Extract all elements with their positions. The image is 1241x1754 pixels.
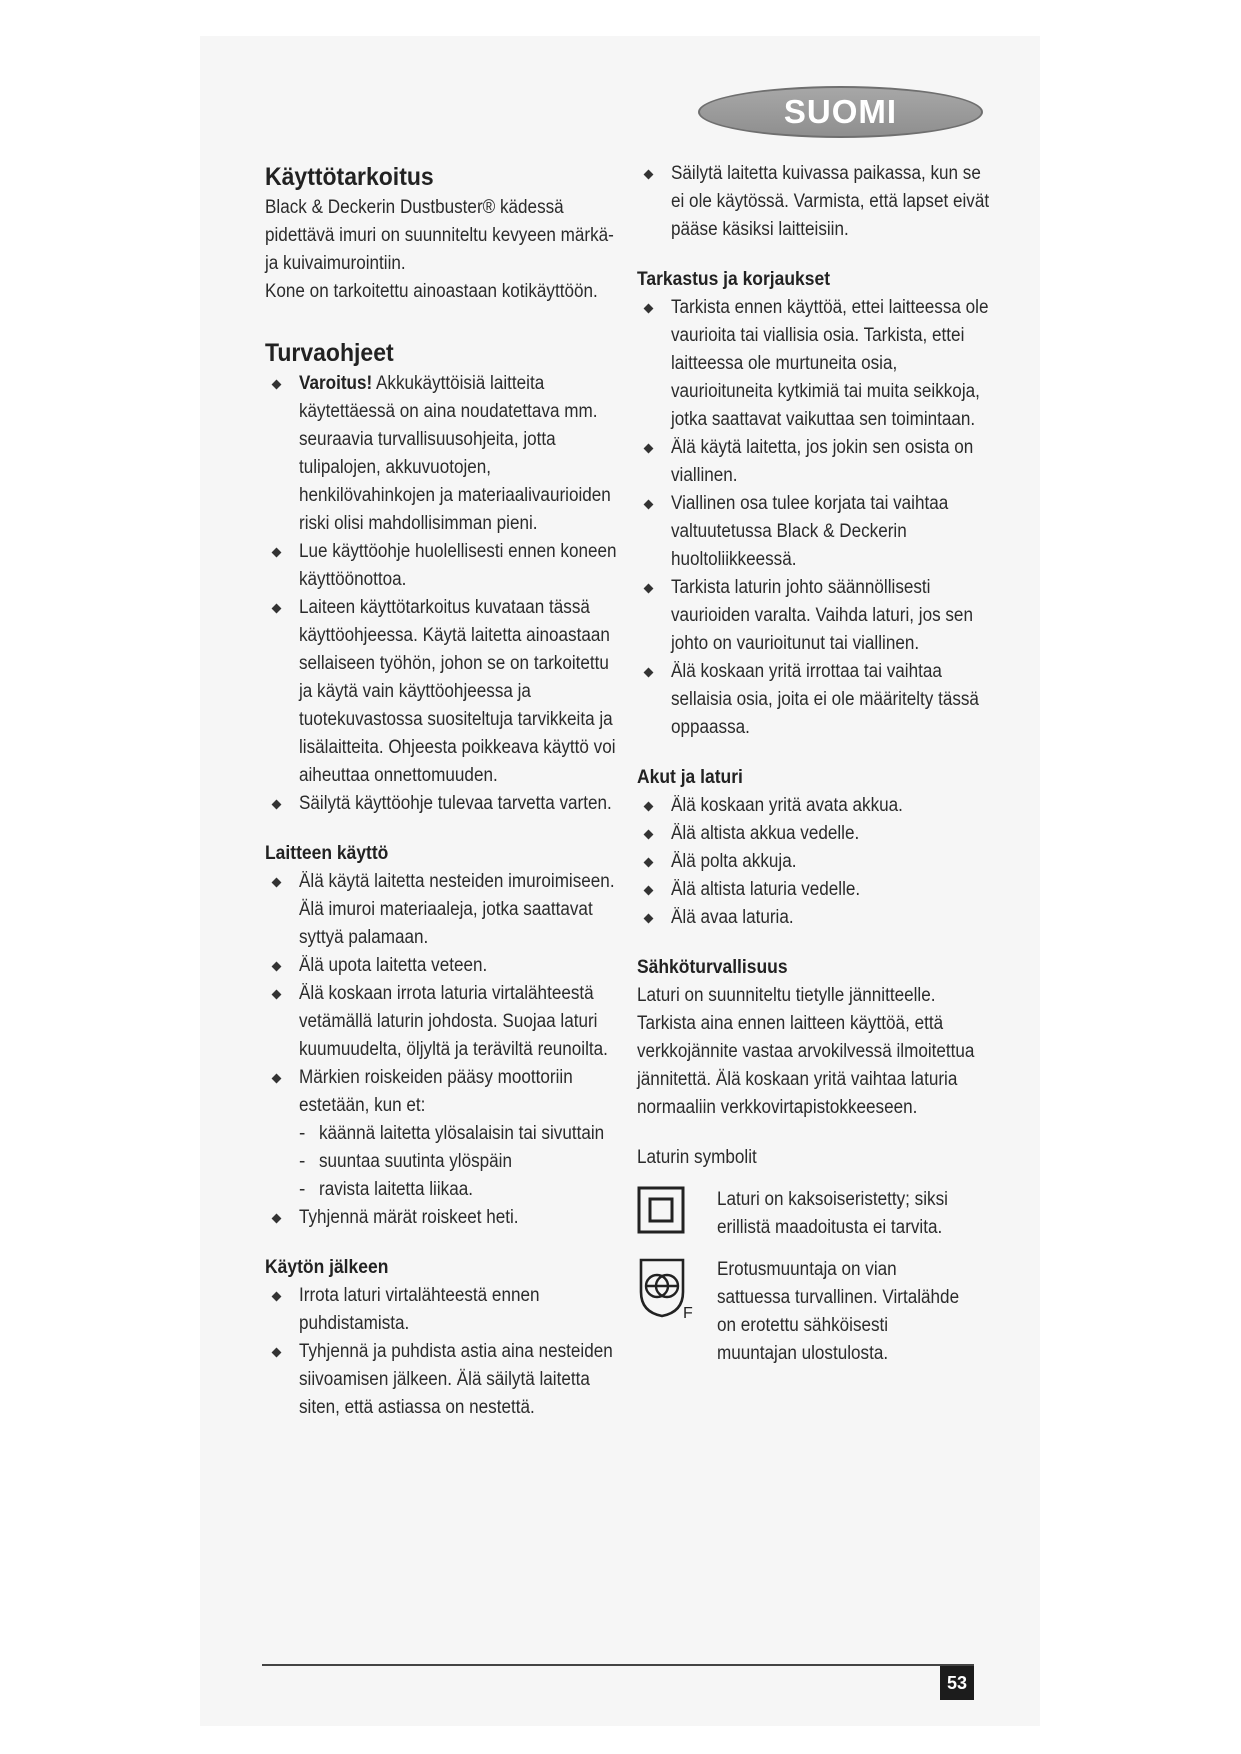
list-item-text: Märkien roiskeiden pääsy moottoriin estetään, kun et: bbox=[299, 1067, 573, 1116]
bullet-icon bbox=[272, 990, 282, 1000]
device-use-list bbox=[265, 868, 625, 1120]
list-item-text: Viallinen osa tulee korjata tai vaihtaa valtuutetussa Black & Deckerin huoltoliikkeessä. bbox=[671, 493, 949, 570]
batteries-section bbox=[637, 764, 997, 932]
list-item-text: Lue käyttöohje huolellisesti ennen koneen käyttöönottoa. bbox=[299, 541, 617, 590]
double-insulated-icon bbox=[637, 1186, 699, 1239]
list-item bbox=[637, 160, 997, 244]
bullet-icon bbox=[644, 914, 654, 924]
inspection-list bbox=[637, 294, 997, 742]
list-item bbox=[265, 538, 625, 594]
list-item bbox=[265, 790, 625, 818]
list-item-text: Älä käytä laitetta nesteiden imuroimiseen. Älä imuroi materiaaleja, jotka saattavat syttyä palamaan. bbox=[299, 871, 615, 948]
transformer-letter: F bbox=[683, 1305, 693, 1322]
after-use-section bbox=[265, 1254, 625, 1422]
list-item bbox=[637, 904, 997, 932]
storage-list bbox=[637, 160, 997, 244]
list-item bbox=[265, 1064, 625, 1120]
left-column bbox=[265, 160, 625, 1422]
list-item-text: Älä koskaan yritä avata akkua. bbox=[671, 795, 903, 816]
list-item-text: Älä polta akkuja. bbox=[671, 851, 797, 872]
list-item bbox=[265, 370, 625, 538]
sub-list-item bbox=[299, 1176, 625, 1204]
safety-heading: Turvaohjeet bbox=[265, 339, 394, 367]
list-item-text: Älä altista akkua vedelle. bbox=[671, 823, 860, 844]
list-item bbox=[637, 658, 997, 742]
electrical-paragraph: Laturi on suunniteltu tietylle jännitteelle. Tarkista aina ennen laitteen käyttöä, että verkkojännite vastaa arvokilvessä ilmoitettua jännitettä. Älä koskaan yritä vaihtaa laturia normaaliin verkkovirtapistokkeeseen. bbox=[637, 985, 975, 1118]
footer-divider bbox=[262, 1664, 974, 1666]
list-item-text: Tarkista laturin johto säännöllisesti vaurioiden varalta. Vaihda laturi, jos sen johto on vaurioitunut tai viallinen. bbox=[671, 577, 973, 654]
list-item bbox=[265, 952, 625, 980]
sub-list-item bbox=[299, 1120, 625, 1148]
electrical-section bbox=[637, 954, 997, 1122]
bullet-icon bbox=[644, 500, 654, 510]
language-badge: SUOMI bbox=[698, 86, 983, 138]
bullet-icon bbox=[272, 604, 282, 614]
list-item-text: Tarkista ennen käyttöä, ettei laitteessa ole vaurioita tai viallisia osia. Tarkista, ettei laitteessa ole murtuneita osia, vaurioituneita kytkimiä tai muita seikkoja, jotka saattavat vaikuttaa sen toimintaan. bbox=[671, 297, 989, 430]
bullet-icon bbox=[272, 800, 282, 810]
inspection-section bbox=[637, 266, 997, 742]
list-item-text: Tyhjennä ja puhdista astia aina nesteiden siivoamisen jälkeen. Älä säilytä laitetta siten, että astiassa on nestettä. bbox=[299, 1341, 613, 1418]
list-item-text: Älä koskaan irrota laturia virtalähteestä vetämällä laturin johdosta. Suojaa laturi kuumuudelta, öljyltä ja teräviltä reunoilta. bbox=[299, 983, 608, 1060]
after-use-list bbox=[265, 1282, 625, 1422]
bullet-icon bbox=[272, 1292, 282, 1302]
bullet-icon bbox=[644, 668, 654, 678]
list-item-text: Säilytä laitetta kuivassa paikassa, kun se ei ole käytössä. Varmista, että lapset eivät pääse käsiksi laitteisiin. bbox=[671, 163, 990, 240]
safety-isolating-transformer-icon bbox=[637, 1256, 699, 1327]
list-item bbox=[265, 1338, 625, 1422]
sub-list-item-text: - käännä laitetta ylösalaisin tai sivuttain bbox=[319, 1123, 605, 1144]
sub-list-item-text: - ravista laitetta liikaa. bbox=[319, 1179, 473, 1200]
page-number: 53 bbox=[940, 1666, 974, 1700]
device-use-heading: Laitteen käyttö bbox=[265, 843, 389, 864]
sub-list-item-text: - suuntaa suutinta ylöspäin bbox=[319, 1151, 512, 1172]
device-use-sublist bbox=[265, 1120, 625, 1204]
electrical-heading: Sähköturvallisuus bbox=[637, 957, 788, 978]
bullet-icon bbox=[644, 304, 654, 314]
batteries-heading: Akut ja laturi bbox=[637, 767, 743, 788]
bullet-icon bbox=[272, 548, 282, 558]
list-item-text: Laiteen käyttötarkoitus kuvataan tässä käyttöohjeessa. Käytä laitetta ainoastaan sellaiseen työhön, johon se on tarkoitettu ja käytä vain käyttöohjeessa ja tuotekuvastossa suositeltuja tarvikkeita ja lisälaitteita. Ohjeesta poikkeava käyttö voi aiheuttaa onnettomuuden. bbox=[299, 597, 616, 786]
symbols-section bbox=[637, 1144, 997, 1368]
bullet-icon bbox=[272, 962, 282, 972]
right-column bbox=[637, 160, 997, 1368]
symbols-heading: Laturin symbolit bbox=[637, 1147, 757, 1168]
bullet-icon bbox=[644, 444, 654, 454]
list-item bbox=[637, 876, 997, 904]
list-item-text: Älä upota laitetta veteen. bbox=[299, 955, 488, 976]
safety-section bbox=[265, 336, 625, 818]
list-item bbox=[637, 820, 997, 848]
bullet-icon bbox=[644, 858, 654, 868]
device-use-section bbox=[265, 840, 625, 1232]
list-item bbox=[637, 490, 997, 574]
warning-text: Akkukäyttöisiä laitteita käytettäessä on aina noudatettava mm. seuraavia turvallisuusohjeita, jotta tulipalojen, akkuvuotojen, henkilövahinkojen ja materiaalivaurioiden riski olisi mahdollisimman pieni. bbox=[299, 373, 611, 534]
list-item-text: Tyhjennä märät roiskeet heti. bbox=[299, 1207, 519, 1228]
device-use-final-list bbox=[265, 1204, 625, 1232]
list-item bbox=[637, 792, 997, 820]
bullet-icon bbox=[272, 1348, 282, 1358]
bullet-icon bbox=[644, 802, 654, 812]
symbol-description: Erotusmuuntaja on vian sattuessa turvallinen. Virtalähde on erotettu sähköisesti muuntajan ulostulosta. bbox=[717, 1259, 960, 1364]
list-item bbox=[637, 434, 997, 490]
list-item-text: Irrota laturi virtalähteestä ennen puhdistamista. bbox=[299, 1285, 540, 1334]
list-item-text: Älä altista laturia vedelle. bbox=[671, 879, 861, 900]
bullet-icon bbox=[272, 1074, 282, 1084]
list-item-text: Älä avaa laturia. bbox=[671, 907, 794, 928]
symbol-row bbox=[637, 1186, 997, 1242]
bullet-icon bbox=[272, 1214, 282, 1224]
intended-use-paragraph: Kone on tarkoitettu ainoastaan kotikäyttöön. bbox=[265, 281, 598, 302]
list-item-text: Säilytä käyttöohje tulevaa tarvetta varten. bbox=[299, 793, 612, 814]
batteries-list bbox=[637, 792, 997, 932]
intended-use-paragraph: Black & Deckerin Dustbuster® kädessä pidettävä imuri on suunniteltu kevyeen märkä- ja kuivaimurointiin. bbox=[265, 197, 614, 274]
list-item bbox=[265, 980, 625, 1064]
bullet-icon bbox=[644, 170, 654, 180]
after-use-heading: Käytön jälkeen bbox=[265, 1257, 389, 1278]
warning-label: Varoitus! bbox=[299, 373, 373, 394]
symbol-description: Laturi on kaksoiseristetty; siksi erillistä maadoitusta ei tarvita. bbox=[717, 1189, 948, 1238]
list-item bbox=[637, 574, 997, 658]
inspection-heading: Tarkastus ja korjaukset bbox=[637, 269, 831, 290]
bullet-icon bbox=[644, 830, 654, 840]
list-item bbox=[637, 848, 997, 876]
list-item-text: Älä käytä laitetta, jos jokin sen osista on viallinen. bbox=[671, 437, 974, 486]
bullet-icon bbox=[644, 886, 654, 896]
list-item bbox=[265, 1204, 625, 1232]
list-item bbox=[265, 594, 625, 790]
bullet-icon bbox=[272, 380, 282, 390]
list-item bbox=[637, 294, 997, 434]
list-item bbox=[265, 1282, 625, 1338]
intended-use-section bbox=[265, 160, 625, 306]
sub-list-item bbox=[299, 1148, 625, 1176]
symbol-row bbox=[637, 1256, 997, 1368]
bullet-icon bbox=[644, 584, 654, 594]
safety-list bbox=[265, 370, 625, 818]
list-item bbox=[265, 868, 625, 952]
intended-use-heading: Käyttötarkoitus bbox=[265, 163, 434, 191]
list-item-text: Älä koskaan yritä irrottaa tai vaihtaa sellaisia osia, joita ei ole määritelty tässä oppaassa. bbox=[671, 661, 979, 738]
bullet-icon bbox=[272, 878, 282, 888]
